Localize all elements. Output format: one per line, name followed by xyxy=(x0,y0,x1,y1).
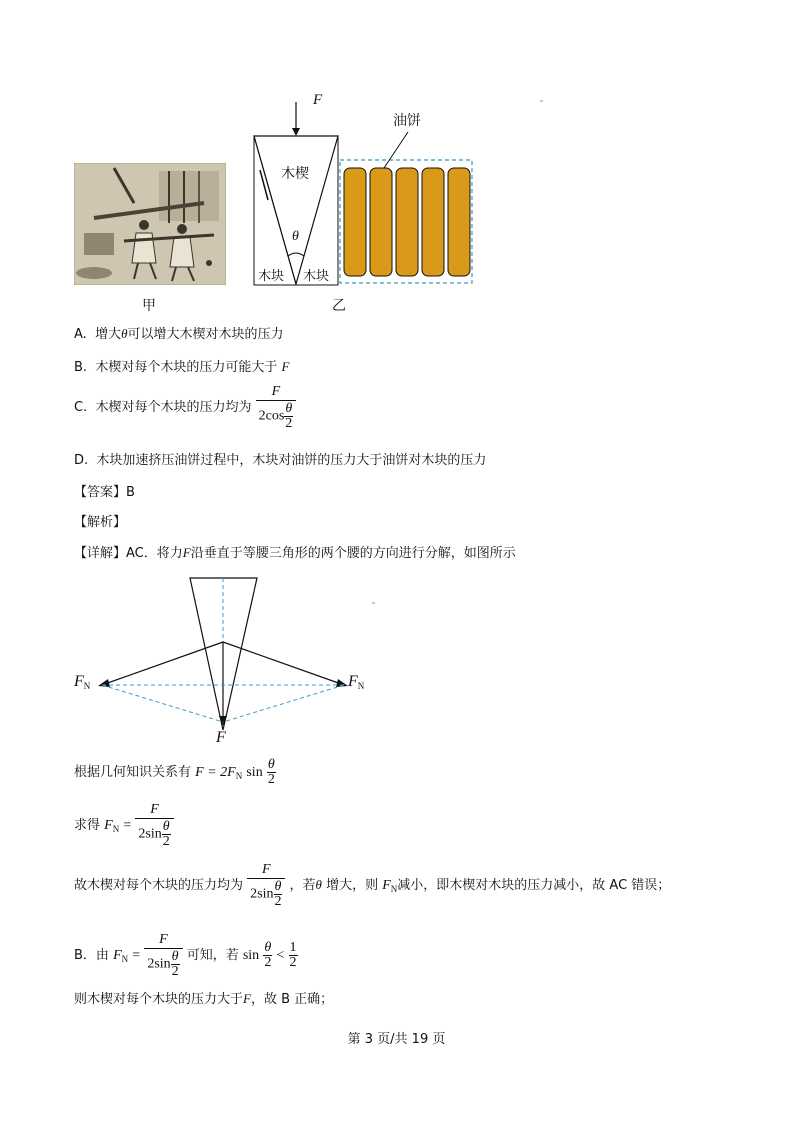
derivation-line-4: B．由 $F_N$ = F 2sin $\frac{\theta}{2}$ 可知，若 sin $\frac{\theta}{2}$ < $\frac{1}{2}$ xyxy=(74,932,297,979)
force-label: F xyxy=(313,92,323,108)
wedge xyxy=(254,136,338,284)
oil-cake xyxy=(448,168,470,276)
f-arrow-head xyxy=(219,716,227,726)
answer: 【答案】B xyxy=(74,485,135,500)
oil-cake xyxy=(422,168,444,276)
derivation-line-3: 故木楔对每个木块的压力均为 F 2sin $\frac{\theta}{2}$ ，若θ 增大，则 $F_N$减小，即木楔对木块的压力减小，故 AC 错误； xyxy=(74,862,671,909)
option-c-fraction: F 2cos $\frac{\theta}{2}$ xyxy=(256,384,297,431)
fn-left-label: FN xyxy=(74,673,91,691)
option-c: C. 木楔对每个木块的压力均为 F 2cos $\frac{\theta}{2}$ xyxy=(74,384,296,431)
block-left-label: 木块 xyxy=(258,265,284,284)
oil-cake xyxy=(344,168,366,276)
oil-cake-leader xyxy=(384,132,408,168)
derivation-line-1: 根据几何知识关系有 $F = 2F_N$ sin $\frac{\theta}{2}$ xyxy=(74,757,275,787)
theta-over-two: $\frac{\theta}{2}$ xyxy=(267,757,275,787)
scan-speck xyxy=(372,602,375,604)
oil-cake xyxy=(370,168,392,276)
dash-left-down xyxy=(102,685,223,722)
option-d: D. 木块加速挤压油饼过程中，木块对油饼的压力大于油饼对木块的压力 xyxy=(74,453,487,468)
option-a: A. 增大θ可以增大木楔对木块的压力 xyxy=(74,326,284,342)
fn-fraction-2: F 2sin $\frac{\theta}{2}$ xyxy=(247,862,285,909)
option-b: B. 木楔对每个木块的压力可能大于 F xyxy=(74,359,290,375)
analysis-label: 【解析】 xyxy=(74,515,127,530)
block-right-label: 木块 xyxy=(303,265,329,284)
f-bottom-label: F xyxy=(216,729,226,746)
angle-label: θ xyxy=(292,229,299,244)
wedge-label: 木楔 xyxy=(281,166,309,182)
scan-speck xyxy=(540,100,543,102)
fn-left-arrow xyxy=(102,642,223,685)
fn-right-label: FN xyxy=(348,673,365,691)
caption-jia: 甲 xyxy=(142,299,156,314)
force-decomposition-diagram xyxy=(70,570,380,730)
derivation-line-5: 则木楔对每个木块的压力大于F，故 B 正确； xyxy=(74,991,334,1007)
page-footer: 第 3 页/共 19 页 xyxy=(347,1032,446,1047)
wedge-diagram xyxy=(250,90,480,290)
derivation-line-2: 求得 $F_N$ = F 2sin $\frac{\theta}{2}$ xyxy=(74,802,174,849)
fn-fraction: F 2sin $\frac{\theta}{2}$ xyxy=(135,802,173,849)
ancient-press-illustration xyxy=(74,163,226,285)
force-arrow-head xyxy=(292,128,300,136)
caption-yi: 乙 xyxy=(332,299,346,314)
detail: 【详解】AC．将力F沿垂直于等腰三角形的两个腰的方向进行分解，如图所示 xyxy=(74,545,516,561)
oil-cake xyxy=(396,168,418,276)
fn-right-arrow xyxy=(223,642,344,685)
oil-cake-label: 油饼 xyxy=(393,113,421,129)
dash-right-down xyxy=(223,685,344,722)
fn-fraction-3: F 2sin $\frac{\theta}{2}$ xyxy=(144,932,182,979)
